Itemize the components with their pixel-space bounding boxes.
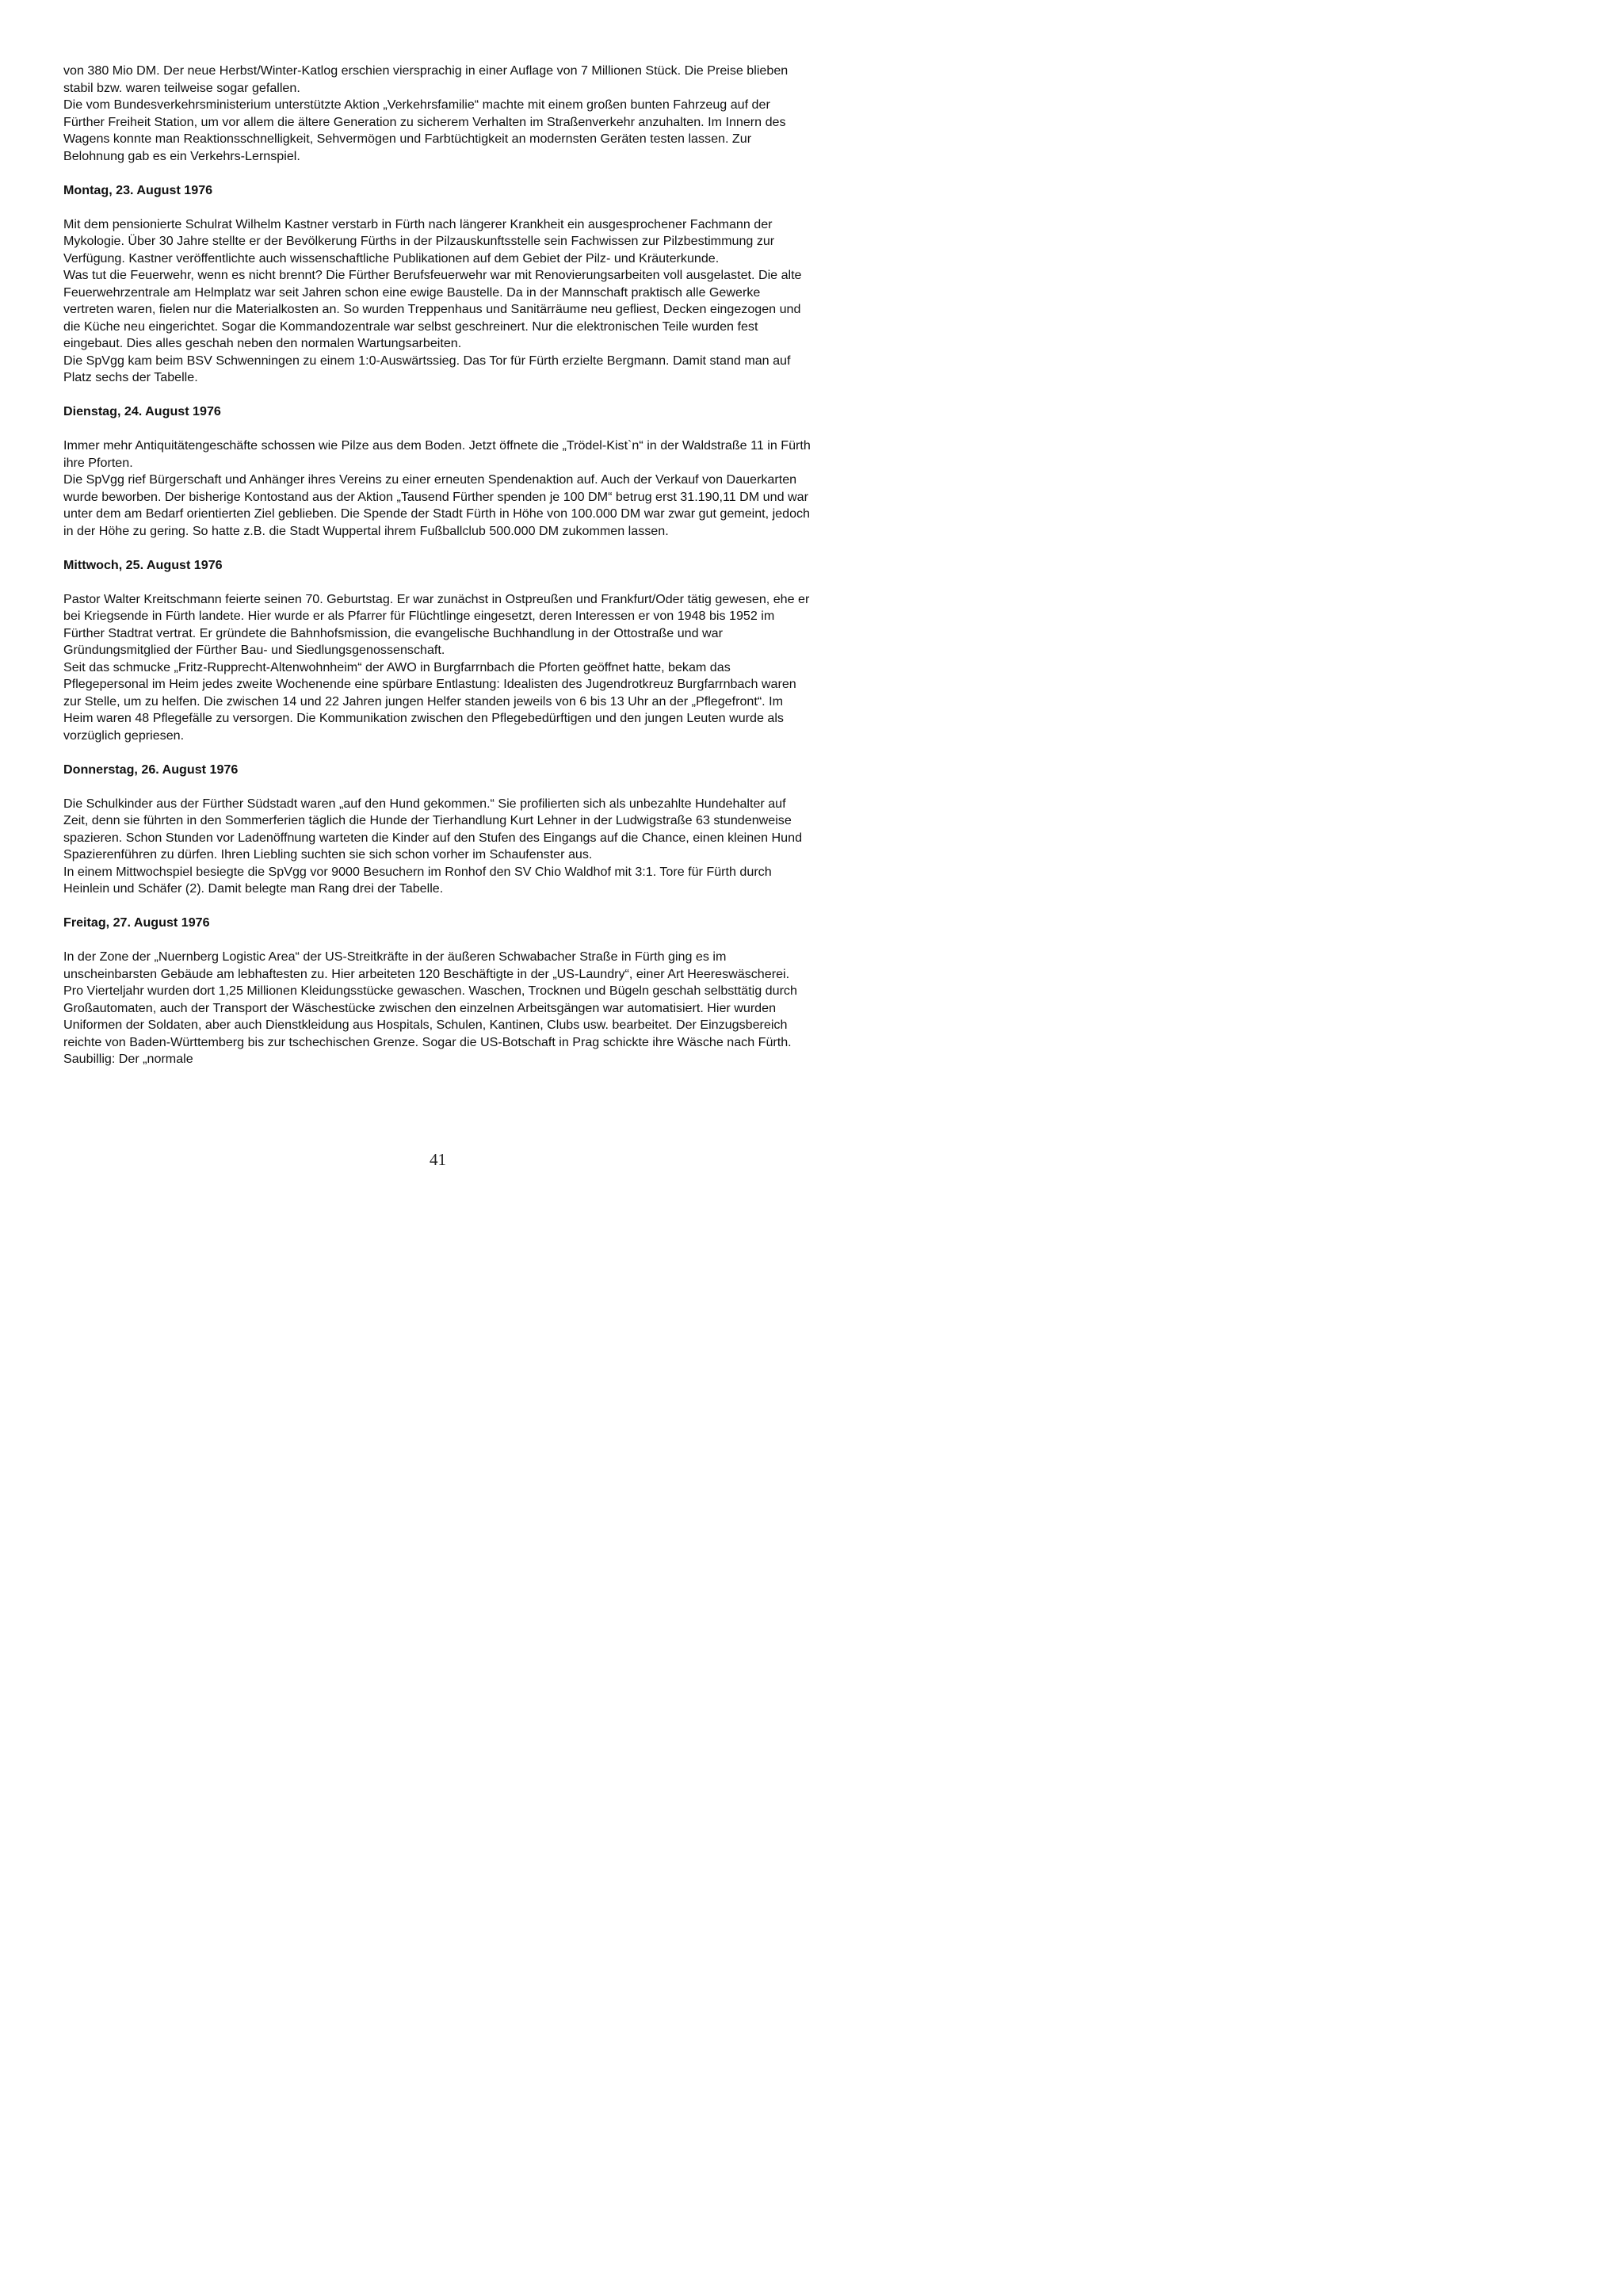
document-body (63, 63, 812, 1068)
paragraph: Seit das schmucke „Fritz-Rupprecht-Altenwohnheim“ der AWO in Burgfarrnbach die Pforten geöffnet hatte, bekam das Pflegepersonal im Heim jedes zweite Wochenende eine spürbare Entlastung: Idealisten des Jugendrotkreuz Burgfarrnbach waren zur Stelle, um zu helfen. Die zwischen 14 und 22 Jahren jungen Helfer standen jeweils von 6 bis 13 Uhr an der „Pflegefront“. Im Heim waren 48 Pflegefälle zu versorgen. Die Kommunikation zwischen den Pflegebedürftigen und den jungen Leuten wurde als vorzüglich gepriesen. (63, 659, 796, 743)
paragraph: Die SpVgg rief Bürgerschaft und Anhänger ihres Vereins zu einer erneuten Spendenaktion auf. Auch der Verkauf von Dauerkarten wurde beworben. Der bisherige Kontostand aus der Aktion „Tausend Fürther spenden je 100 DM“ betrug erst 31.190,11 DM und war unter dem am Bedarf orientierten Ziel geblieben. Die Spende der Stadt Fürth in Höhe von 100.000 DM war zwar gut gemeint, jedoch in der Höhe zu gering. So hatte z.B. die Stadt Wuppertal ihrem Fußballclub 500.000 DM zukommen lassen. (63, 472, 811, 538)
paragraph: Die Schulkinder aus der Fürther Südstadt waren „auf den Hund gekommen.“ Sie profilierten sich als unbezahlte Hundehalter auf Zeit, denn sie führten in den Sommerferien täglich die Hunde der Tierhandlung Kurt Lehner in der Ludwigstraße 63 stundenweise spazieren. Schon Stunden vor Ladenöffnung warteten die Kinder auf den Stufen des Eingangs auf die Chance, einen kleinen Hund Spazierenführen zu dürfen. Ihren Liebling suchten sie sich schon vorher im Schaufenster aus. (63, 796, 803, 861)
paragraph: Immer mehr Antiquitätengeschäfte schossen wie Pilze aus dem Boden. Jetzt öffnete die „Trödel-Kist`n“ in der Waldstraße 11 in Fürth ihre Pforten. (63, 438, 811, 470)
section-heading: Freitag, 27. August 1976 (63, 915, 210, 930)
paragraph: von 380 Mio DM. Der neue Herbst/Winter-Katlog erschien viersprachig in einer Auflage von 7 Millionen Stück. Die Preise blieben stabil bzw. waren teilweise sogar gefallen. (63, 63, 789, 95)
section-thursday (63, 762, 812, 898)
paragraph: Pastor Walter Kreitschmann feierte seinen 70. Geburtstag. Er war zunächst in Ostpreußen und Frankfurt/Oder tätig gewesen, ehe er bei Kriegsende in Fürth landete. Hier wurde er als Pfarrer für Flüchtlinge eingesetzt, deren Interessen er von 1948 bis 1952 im Fürther Stadtrat vertrat. Er gründete die Bahnhofsmission, die evangelische Buchhandlung in der Ottostraße und war Gründungsmitglied der Fürther Bau- und Siedlungsgenossenschaft. (63, 591, 810, 657)
intro-block (63, 63, 812, 165)
paragraph: In einem Mittwochspiel besiegte die SpVgg vor 9000 Besuchern im Ronhof den SV Chio Waldhof mit 3:1. Tore für Fürth durch Heinlein und Schäfer (2). Damit belegte man Rang drei der Tabelle. (63, 864, 772, 896)
paragraph: Die vom Bundesverkehrsministerium unterstützte Aktion „Verkehrsfamilie“ machte mit einem großen bunten Fahrzeug auf der Fürther Freiheit Station, um vor allem die ältere Generation zu sicherem Verhalten im Straßenverkehr anzuhalten. Im Innern des Wagens konnte man Reaktionsschnelligkeit, Sehvermögen und Farbtüchtigkeit an modernsten Geräten testen lassen. Zur Belohnung gab es ein Verkehrs-Lernspiel. (63, 97, 786, 163)
paragraph: In der Zone der „Nuernberg Logistic Area“ der US-Streitkräfte in der äußeren Schwabacher Straße in Fürth ging es im unscheinbarsten Gebäude am lebhaftesten zu. Hier arbeiteten 120 Beschäftigte in der „US-Laundry“, einer Art Heereswäscherei. Pro Vierteljahr wurden dort 1,25 Millionen Kleidungsstücke gewaschen. Waschen, Trocknen und Bügeln geschah selbsttätig durch Großautomaten, auch der Transport der Wäschestücke zwischen den einzelnen Arbeitsgängen war automatisiert. Hier wurden Uniformen der Soldaten, aber auch Dienstkleidung aus Hospitals, Schulen, Kantinen, Clubs usw. bearbeitet. Der Einzugsbereich reichte von Baden-Württemberg bis zur tschechischen Grenze. Sogar die US-Botschaft in Prag schickte ihre Wäsche nach Fürth. Saubillig: Der „normale (63, 949, 797, 1066)
section-heading: Dienstag, 24. August 1976 (63, 404, 221, 418)
section-wednesday (63, 557, 812, 745)
paragraph: Die SpVgg kam beim BSV Schwenningen zu einem 1:0-Auswärtssieg. Das Tor für Fürth erzielte Bergmann. Damit stand man auf Platz sechs der Tabelle. (63, 353, 791, 384)
section-heading: Montag, 23. August 1976 (63, 182, 213, 197)
section-monday (63, 182, 812, 387)
paragraph: Mit dem pensionierte Schulrat Wilhelm Kastner verstarb in Fürth nach längerer Krankheit ein ausgesprochener Fachmann der Mykologie. Über 30 Jahre stellte er der Bevölkerung Fürths in der Pilzauskunftsstelle sein Fachwissen zur Pilzbestimmung zur Verfügung. Kastner veröffentlichte auch wissenschaftliche Publikationen auf dem Gebiet der Pilz- und Kräuterkunde. (63, 216, 775, 266)
section-friday (63, 915, 812, 1068)
paragraph: Was tut die Feuerwehr, wenn es nicht brennt? Die Fürther Berufsfeuerwehr war mit Renovierungsarbeiten voll ausgelastet. Die alte Feuerwehrzentrale am Helmplatz war seit Jahren schon eine ewige Baustelle. Da in der Mannschaft praktisch alle Gewerke vertreten waren, fielen nur die Materialkosten an. So wurden Treppenhaus und Sanitärräume neu gefliest, Decken eingezogen und die Küche neu eingerichtet. Sogar die Kommandozentrale war selbst geschreinert. Nur die elektronischen Teile wurden fest eingebaut. Dies alles geschah neben den normalen Wartungsarbeiten. (63, 268, 802, 350)
section-heading: Mittwoch, 25. August 1976 (63, 557, 223, 572)
section-heading: Donnerstag, 26. August 1976 (63, 762, 239, 777)
section-tuesday (63, 403, 812, 540)
page-number: 41 (430, 1150, 446, 1169)
